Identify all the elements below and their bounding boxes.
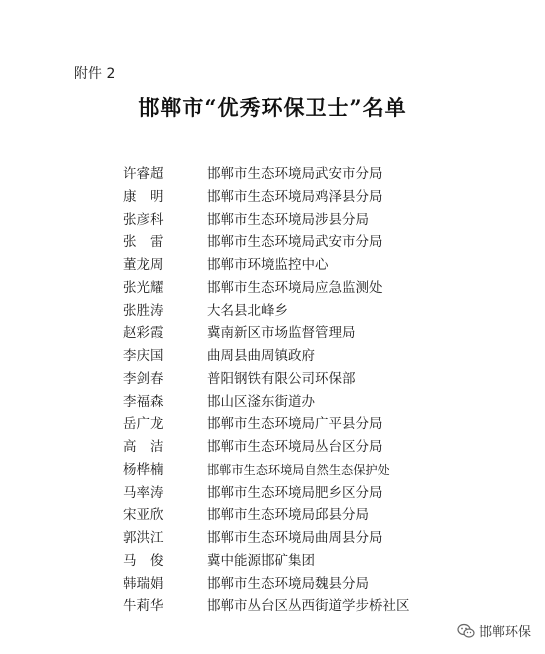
- list-item: [0, 595, 545, 618]
- honoree-organization: 邯郸市生态环境局邱县分局: [207, 507, 369, 524]
- honoree-organization: 曲周县曲周镇政府: [207, 348, 315, 364]
- list-item: [0, 300, 545, 323]
- honoree-organization: 冀中能源邯矿集团: [207, 552, 315, 569]
- honoree-name: 郭洪江: [123, 530, 164, 546]
- honoree-name: 马 俊: [123, 552, 164, 569]
- honoree-list: [0, 163, 545, 618]
- list-item: [0, 186, 545, 209]
- list-item: [0, 459, 545, 482]
- honoree-name: 马率涛: [123, 484, 164, 501]
- honoree-name: 高 洁: [123, 439, 164, 455]
- honoree-organization: 邯郸市生态环境局武安市分局: [207, 166, 383, 182]
- honoree-name: 杨桦楠: [123, 461, 164, 478]
- list-item: [0, 209, 545, 232]
- honoree-organization: 邯山区滏东街道办: [207, 393, 315, 410]
- honoree-name: 康 明: [123, 188, 164, 205]
- honoree-organization: 邯郸市生态环境局广平县分局: [207, 416, 383, 433]
- list-item: [0, 322, 545, 345]
- honoree-organization: 邯郸市丛台区丛西街道学步桥社区: [207, 598, 410, 615]
- honoree-organization: 邯郸市生态环境局鸡泽县分局: [207, 188, 383, 205]
- list-item: [0, 413, 545, 436]
- page-title: 邯郸市“优秀环保卫士”名单: [138, 95, 407, 120]
- honoree-organization: 邯郸市生态环境局涉县分局: [207, 211, 369, 228]
- list-item: [0, 436, 545, 459]
- honoree-name: 韩瑞娟: [123, 575, 164, 592]
- honoree-organization: 普阳钢铁有限公司环保部: [207, 370, 356, 387]
- honoree-organization: 邯郸市生态环境局曲周县分局: [207, 530, 383, 546]
- honoree-organization: 邯郸市生态环境局魏县分局: [207, 575, 369, 592]
- wechat-icon: [457, 623, 475, 639]
- list-item: [0, 163, 545, 186]
- list-item: [0, 504, 545, 527]
- watermark: [457, 621, 531, 640]
- list-item: [0, 573, 545, 596]
- list-item: [0, 277, 545, 300]
- honoree-name: 张 雷: [123, 234, 164, 251]
- honoree-organization: 邯郸市生态环境局武安市分局: [207, 234, 383, 251]
- honoree-name: 赵彩霞: [123, 325, 164, 342]
- list-item: [0, 391, 545, 414]
- honoree-name: 岳广龙: [123, 416, 164, 433]
- honoree-name: 张光耀: [123, 279, 164, 296]
- honoree-name: 李剑春: [123, 370, 164, 387]
- list-item: [0, 527, 545, 550]
- honoree-name: 张胜涛: [123, 302, 164, 319]
- honoree-organization: 邯郸市生态环境局应急监测处: [207, 279, 383, 296]
- honoree-organization: 大名县北峰乡: [207, 302, 288, 319]
- honoree-name: 李福森: [123, 393, 164, 410]
- attachment-label: 附件 2: [74, 66, 116, 82]
- honoree-name: 董龙周: [123, 257, 164, 273]
- list-item: [0, 368, 545, 391]
- list-item: [0, 550, 545, 573]
- honoree-organization: 邯郸市环境监控中心: [207, 257, 329, 273]
- honoree-name: 张彦科: [123, 211, 164, 228]
- list-item: [0, 231, 545, 254]
- honoree-name: 许睿超: [123, 166, 164, 182]
- honoree-organization: 邯郸市生态环境局自然生态保护处: [207, 462, 390, 477]
- list-item: [0, 254, 545, 277]
- list-item: [0, 482, 545, 505]
- watermark-text: 邯郸环保: [478, 625, 531, 640]
- honoree-organization: 邯郸市生态环境局肥乡区分局: [207, 484, 383, 501]
- honoree-organization: 邯郸市生态环境局丛台区分局: [207, 439, 383, 455]
- honoree-name: 牛莉华: [123, 598, 164, 615]
- honoree-name: 宋亚欣: [123, 507, 164, 524]
- list-item: [0, 345, 545, 368]
- honoree-organization: 冀南新区市场监督管理局: [207, 325, 356, 342]
- honoree-name: 李庆国: [123, 348, 164, 364]
